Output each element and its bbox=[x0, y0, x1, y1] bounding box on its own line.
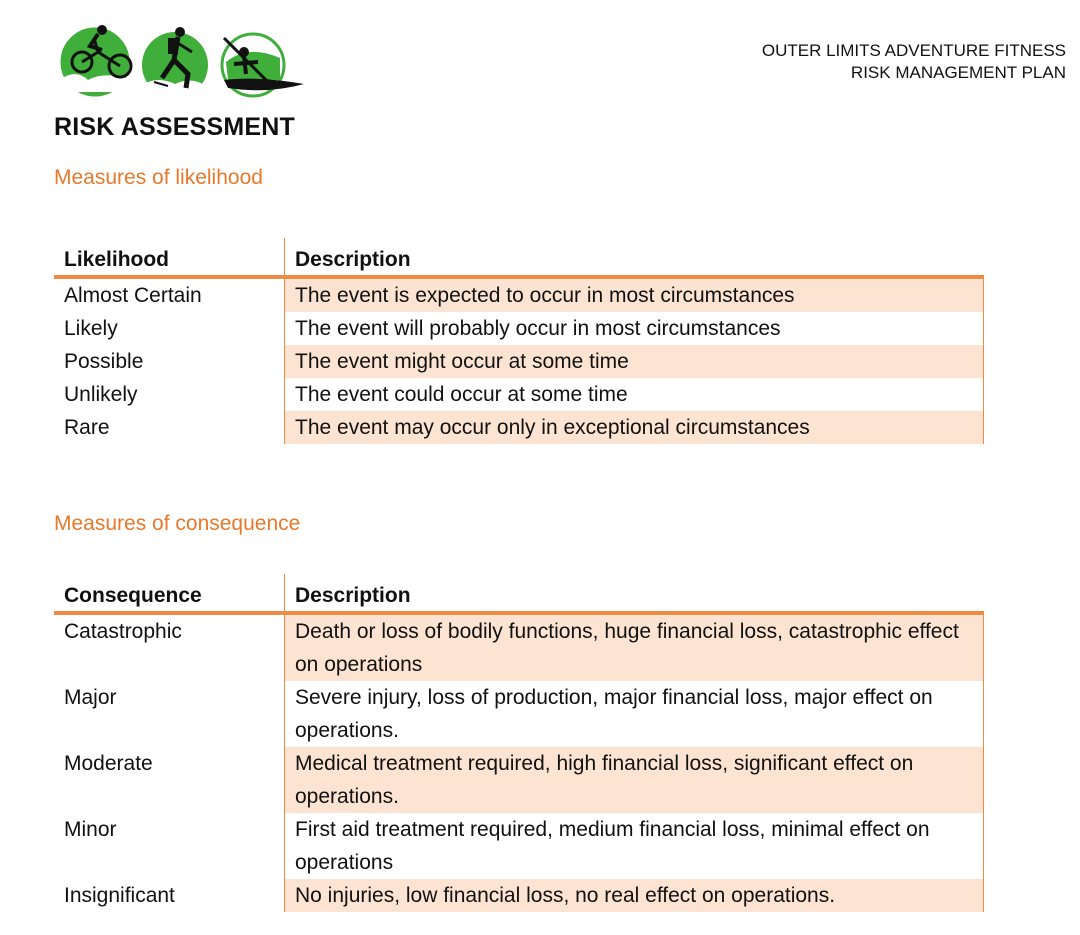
document-header bbox=[762, 40, 1066, 84]
consequence-description: No injuries, low financial loss, no real effect on operations. bbox=[285, 879, 984, 912]
table-row bbox=[54, 813, 984, 879]
likelihood-description: The event is expected to occur in most circumstances bbox=[285, 277, 984, 312]
cycling-logo-icon bbox=[62, 25, 131, 95]
consequence-level: Catastrophic bbox=[54, 613, 285, 681]
table-row bbox=[54, 613, 984, 681]
column-header: Likelihood bbox=[54, 238, 285, 277]
consequence-level: Insignificant bbox=[54, 879, 285, 912]
consequence-description: First aid treatment required, medium financial loss, minimal effect on operations bbox=[285, 813, 984, 879]
likelihood-description: The event might occur at some time bbox=[285, 345, 984, 378]
consequence-description: Medical treatment required, high financial loss, significant effect on operations. bbox=[285, 747, 984, 813]
consequence-description: Severe injury, loss of production, major financial loss, major effect on operations. bbox=[285, 681, 984, 747]
likelihood-heading: Measures of likelihood bbox=[54, 166, 263, 189]
table-row bbox=[54, 277, 984, 312]
kayaking-logo-icon bbox=[222, 34, 304, 96]
table-row bbox=[54, 681, 984, 747]
logo-group bbox=[58, 22, 308, 102]
likelihood-description: The event could occur at some time bbox=[285, 378, 984, 411]
consequence-level: Minor bbox=[54, 813, 285, 879]
likelihood-level: Possible bbox=[54, 345, 285, 378]
table-row bbox=[54, 345, 984, 378]
table-row bbox=[54, 411, 984, 444]
table-row bbox=[54, 312, 984, 345]
table-row bbox=[54, 747, 984, 813]
table-row bbox=[54, 879, 984, 912]
likelihood-description: The event may occur only in exceptional circumstances bbox=[285, 411, 984, 444]
table-row bbox=[54, 378, 984, 411]
likelihood-level: Unlikely bbox=[54, 378, 285, 411]
consequence-description: Death or loss of bodily functions, huge financial loss, catastrophic effect on operations bbox=[285, 613, 984, 681]
page-title: RISK ASSESSMENT bbox=[54, 113, 296, 141]
hiking-logo-icon bbox=[142, 27, 208, 98]
consequence-heading: Measures of consequence bbox=[54, 512, 301, 535]
likelihood-description: The event will probably occur in most circumstances bbox=[285, 312, 984, 345]
org-name: OUTER LIMITS ADVENTURE FITNESS bbox=[761, 41, 1066, 60]
document-name: RISK MANAGEMENT PLAN bbox=[850, 63, 1066, 82]
likelihood-level: Rare bbox=[54, 411, 285, 444]
likelihood-table bbox=[54, 238, 984, 444]
column-header: Consequence bbox=[54, 574, 285, 613]
consequence-level: Major bbox=[54, 681, 285, 747]
likelihood-level: Almost Certain bbox=[54, 277, 285, 312]
likelihood-level: Likely bbox=[54, 312, 285, 345]
table-header-row bbox=[54, 238, 984, 277]
column-header: Description bbox=[285, 238, 984, 277]
consequence-table bbox=[54, 574, 984, 912]
consequence-level: Moderate bbox=[54, 747, 285, 813]
table-header-row bbox=[54, 574, 984, 613]
column-header: Description bbox=[285, 574, 984, 613]
